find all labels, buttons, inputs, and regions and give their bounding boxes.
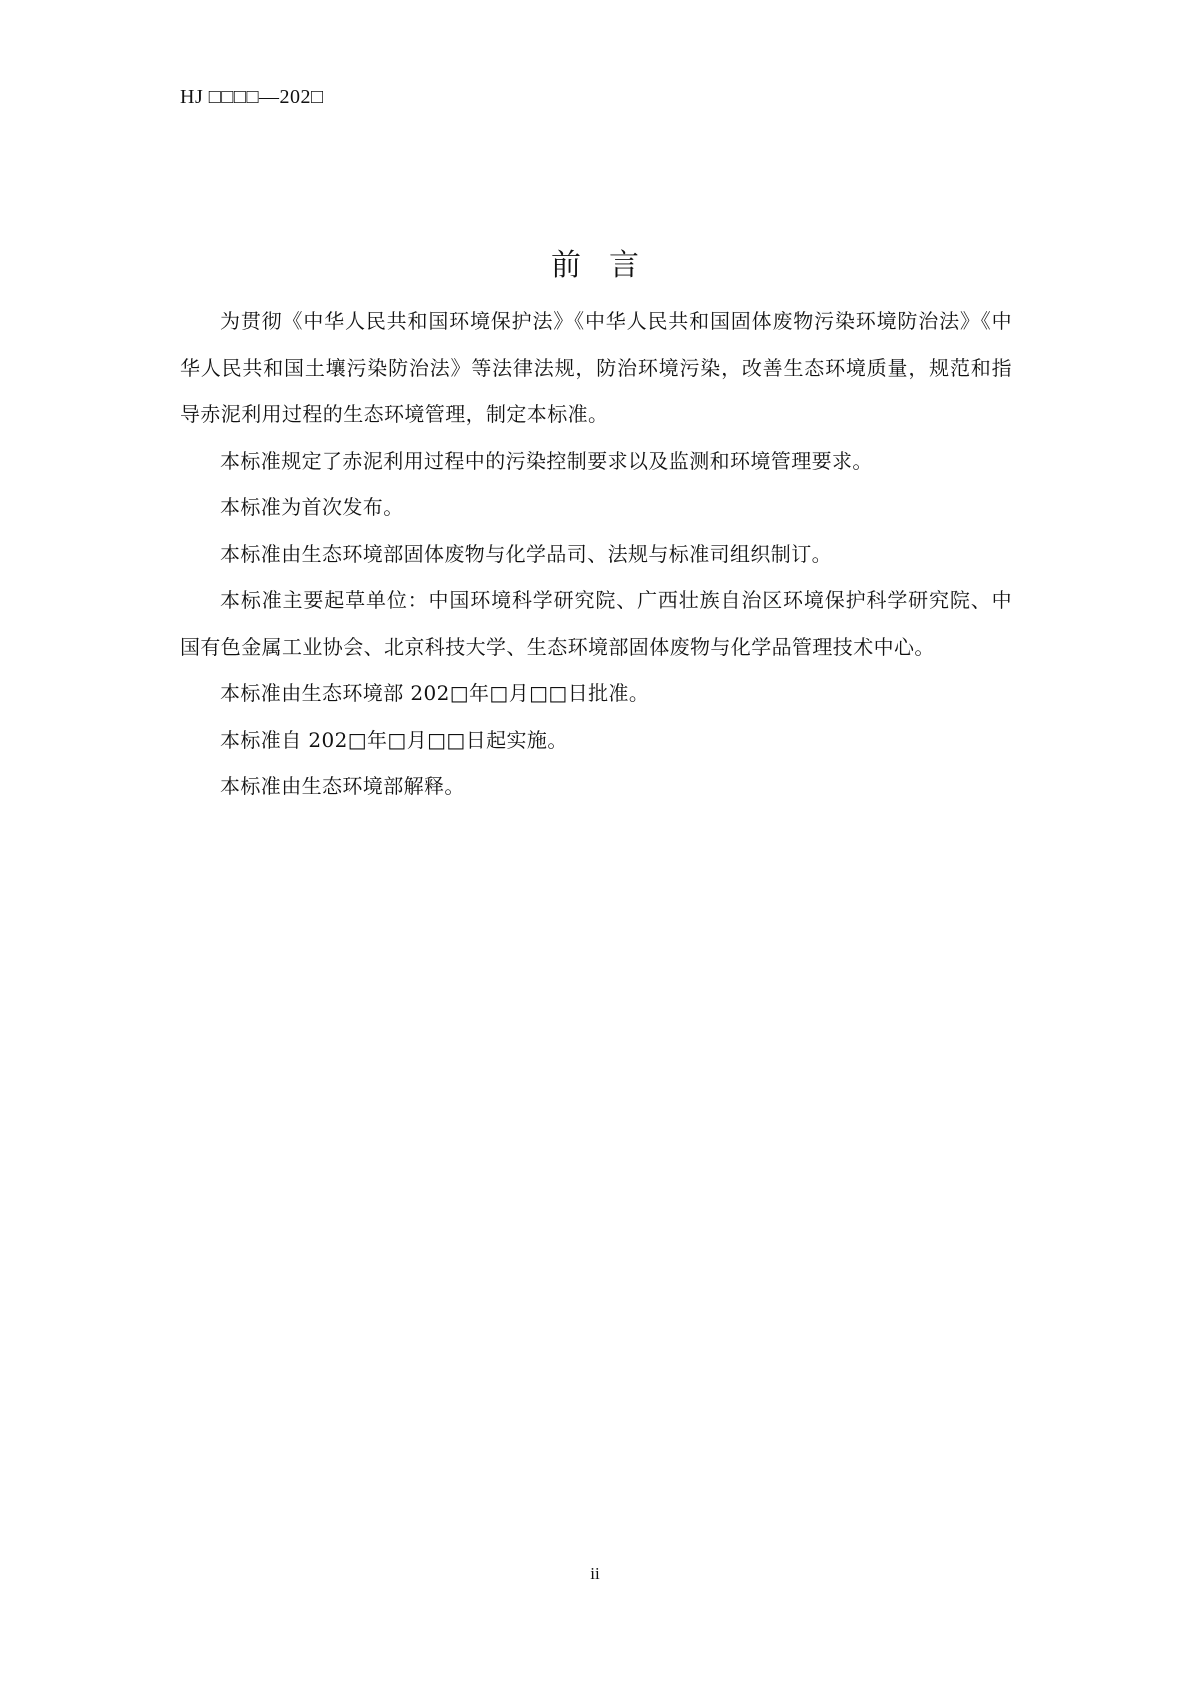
standard-code-header: HJ □□□□—202□	[180, 86, 324, 108]
paragraph-first-release: 本标准为首次发布。	[220, 495, 404, 519]
paragraph-purpose: 为贯彻《中华人民共和国环境保护法》《中华人民共和国固体废物污染环境防治法》《中华人民共和国土壤污染防治法》等法律法规，防治环境污染，改善生态环境质量，规范和指导赤泥利用过程的生态环境管理，制定本标准。	[180, 309, 1012, 426]
paragraph-drafting-units: 本标准主要起草单位：中国环境科学研究院、广西壮族自治区环境保护科学研究院、中国有色金属工业协会、北京科技大学、生态环境部固体废物与化学品管理技术中心。	[180, 588, 1012, 659]
paragraph-approval-date: 本标准由生态环境部 202□年□月□□日批准。	[220, 681, 650, 705]
paragraph-interpretation: 本标准由生态环境部解释。	[220, 774, 465, 798]
paragraph-effective-date: 本标准自 202□年□月□□日起实施。	[220, 727, 568, 752]
paragraph-scope: 本标准规定了赤泥利用过程中的污染控制要求以及监测和环境管理要求。	[220, 448, 873, 473]
page-number: ii	[590, 1564, 600, 1583]
preface-body	[180, 298, 1012, 810]
paragraph-organizer: 本标准由生态环境部固体废物与化学品司、法规与标准司组织制订。	[220, 541, 832, 566]
page-title: 前言	[551, 248, 667, 283]
